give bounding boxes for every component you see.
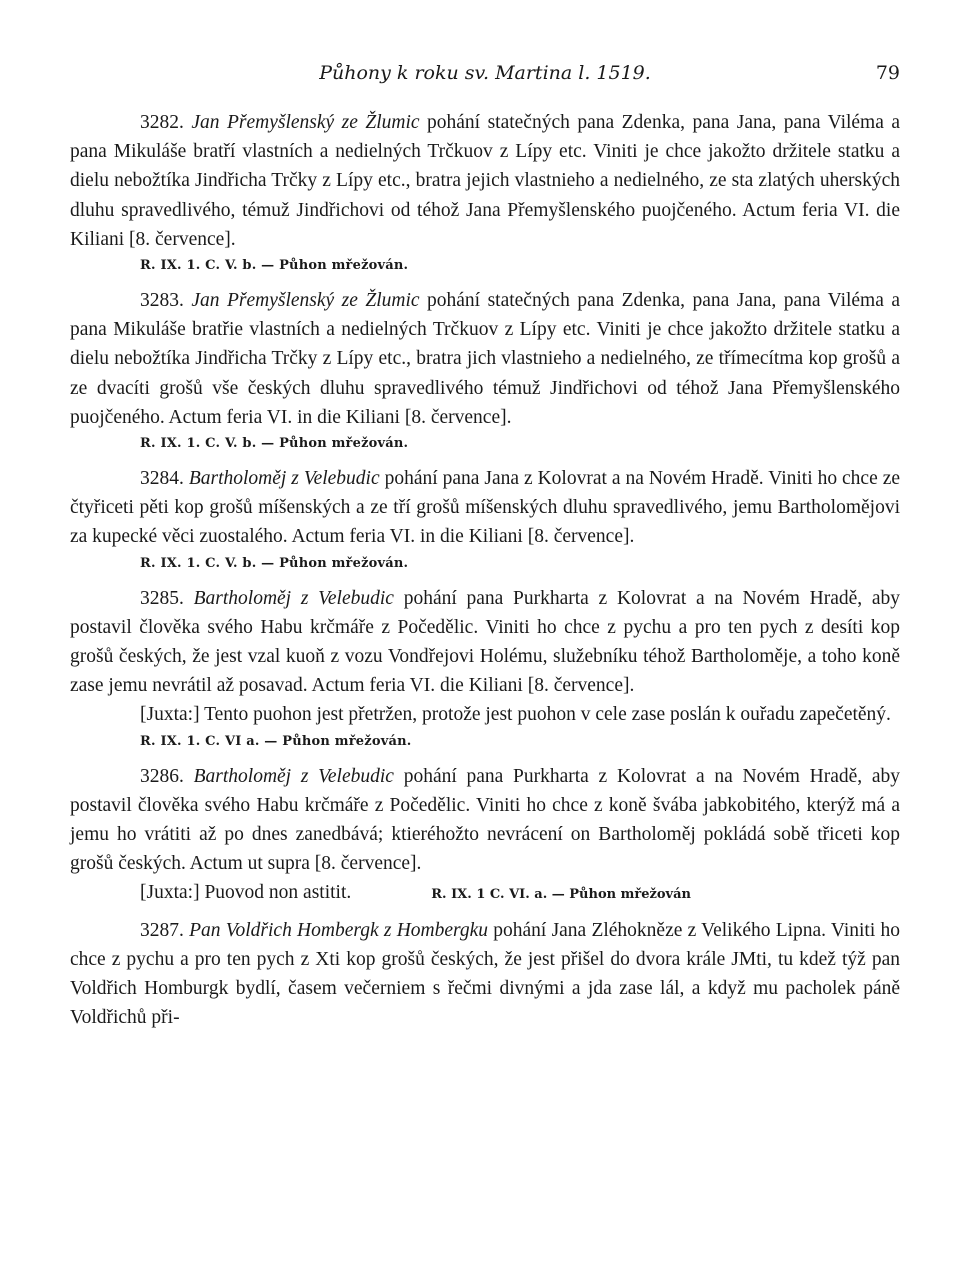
page-number: 79: [875, 62, 900, 84]
archival-signature: R. IX. 1. C. V. b. — Půhon mřežován.: [140, 258, 409, 274]
archival-signature: R. IX. 1. C. V. b. — Půhon mřežován.: [140, 436, 409, 452]
entry-text: pohání Jana Zléhokněze z Velikého Lipna. Viniti ho chce z pychu a pro ten pych z Xti kop grošů českých, že jest přišel do dvora krále JMti, tu kdež týž pan Voldřich Homburgk bydlí, časem večerniem s řečmi divnými a jda zase lál, a když mu pacholek páně Voldřichů při-: [70, 919, 900, 1029]
entry-3286: [70, 762, 900, 879]
entry-3285: [70, 584, 900, 701]
entry-number: 3282.: [140, 112, 184, 133]
entry-number: 3283.: [140, 290, 184, 312]
entry-text: pohání pana Jana z Kolovrat a na Novém Hradě. Viniti ho chce ze čtyřiceti pěti kop grošů míšenských a ze tří grošů míšenských dluhu spravedlivého, jemu Bartholomějovi za kupecké věci zuostalého. Actum feria VI. in die Kiliani [8. července].: [70, 468, 900, 548]
entry-3287: [70, 916, 900, 1033]
entry-text: pohání statečných pana Zdenka, pana Jana, pana Viléma a pana Mikuláše bratří vlastních a nedielných Trčkuov z Lípy etc. Viniti je chce jakožto držitele statku a dielu nebožtíka Jindřicha Trčky z Lípy etc., bratra jejich vlastnieho a nedielného, ze sta zlatých uherských dluhu spravedlivého, témuž Jindřichovi od téhož Jana Přemyšlenského puojčeného. Actum feria VI. die Kiliani [8. července].: [70, 112, 901, 250]
entry-person: Jan Přemyšlenský ze Žlumic: [191, 290, 420, 312]
entry-number: 3287.: [140, 919, 184, 941]
entry-person: Bartholoměj z Velebudic: [193, 587, 394, 609]
entry-3283: [70, 286, 900, 432]
entry-3282: [70, 108, 900, 254]
entry-number: 3286.: [140, 765, 184, 787]
entry-person: Pan Voldřich Hombergk z Hombergku: [189, 919, 489, 941]
entry-text: pohání statečných pana Zdenka, pana Jana, pana Viléma a pana Mikuláše bratřie vlastních a nedielných Trčkuov z Lípy etc. Viniti je chce jakožto držitele statku a dielu nebožtíka Jindřicha Trčky z Lípy etc., bratra jich vlastnieho a nedielného, ze třímecítma kop grošů a ze dvacíti grošů vše českých dluhu spravedlivého témuž Jindřichovi od téhož Jana Přemyšlenského puojčeného. Actum feria VI. in die Kiliani [8. července].: [70, 290, 901, 428]
entry-number: 3284.: [140, 468, 184, 490]
entry-person: Jan Přemyšlenský ze Žlumic: [191, 112, 420, 133]
entry-3284: [70, 464, 900, 552]
running-header: [70, 62, 900, 92]
archival-signature: R. IX. 1. C. VI a. — Půhon mřežován.: [140, 733, 412, 749]
archival-signature: R. IX. 1 C. VI. a. — Půhon mřežován: [431, 887, 691, 903]
running-title: Půhony k roku sv. Martina l. 1519.: [319, 62, 651, 84]
juxta-line: [140, 878, 900, 909]
entry-number: 3285.: [140, 587, 184, 609]
juxta-note: [Juxta:] Puovod non astitit.: [140, 882, 352, 904]
entry-text: pohání pana Purkharta z Kolovrat a na Novém Hradě, aby postavil člověka svého Habu krčmáře z Počedělic. Viniti ho chce z pychu a pro ten pych z desíti kop grošů českých, že jest vzal kuoň z vozu Vondřejovi Holému, služebníku téhož Bartholoměje, a toho koně zase jemu nevrátil až posavad. Actum feria VI. die Kiliani [8. července].: [70, 587, 901, 697]
entry-person: Bartholoměj z Velebudic: [193, 765, 394, 787]
juxta-note: [Juxta:] Tento puohon jest přetržen, protože jest puohon v cele zase poslán k ouřadu zapečetěný.: [140, 704, 891, 726]
entry-person: Bartholoměj z Velebudic: [188, 468, 380, 490]
archival-signature: R. IX. 1. C. V. b. — Půhon mřežován.: [140, 555, 409, 571]
entry-text: pohání pana Purkharta z Kolovrat a na Novém Hradě, aby postavil člověka svého Habu krčmáře z Počedělic. Viniti ho chce z koně švába jabkobitého, kterýž má a jemu ho vrátiti až po dnes zanedbává; ktieréhožto nevrácení on Bartholoměj pokládá sobě třiceti kop grošů českých. Actum ut supra [8. července].: [70, 765, 901, 875]
page-body: [70, 108, 900, 1032]
